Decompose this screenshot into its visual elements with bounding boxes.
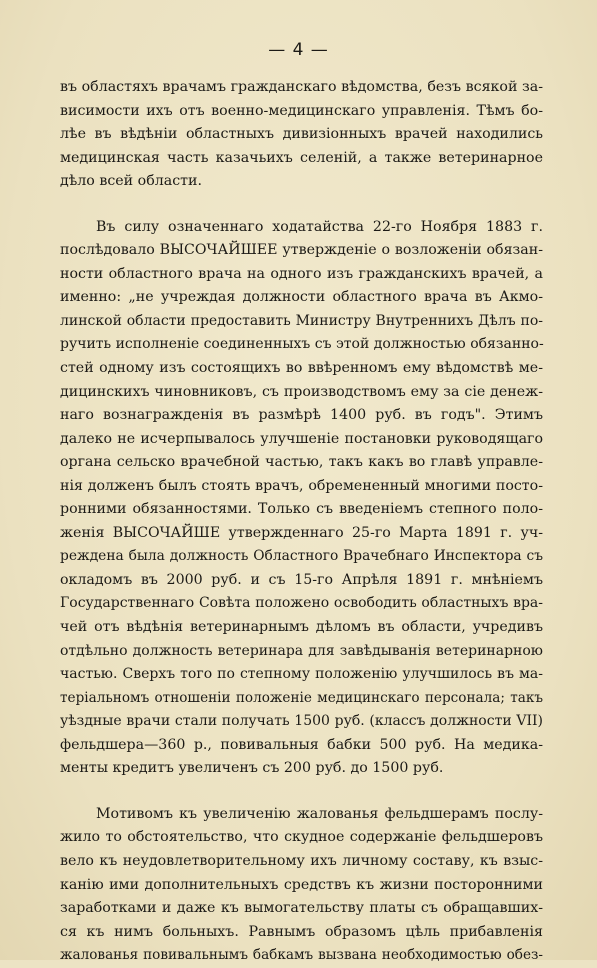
text-line: въ областяхъ врачамъ гражданскаго вѣдомства, безъ всякой за-: [60, 79, 543, 95]
text-line: далеко не исчерпывалось улучшеніе постановки руководящаго: [60, 430, 543, 447]
text-line: Государственнаго Совѣта положено освободить областныхъ вра-: [60, 595, 543, 612]
text-line: ручить исполненіе соединенныхъ съ этой должностью обязанно-: [60, 336, 544, 353]
text-line: дицинскихъ чиновниковъ, съ производствомъ ему за сіе денеж-: [60, 383, 543, 400]
text-line: заработками и даже къ вымогательству платы съ обращавших-: [60, 900, 543, 917]
text-line: лѣе въ вѣдѣніи областныхъ дивизіонныхъ врачей находились: [60, 126, 543, 143]
text-line: вело къ неудовлетворительному ихъ личному составу, къ взыс-: [60, 852, 543, 869]
text-line: висимости ихъ отъ военно-медицинскаго управленія. Тѣмъ бо-: [60, 102, 543, 119]
text-line: реждена была должность Областного Врачебнаго Инспектора съ: [60, 548, 543, 565]
paragraph: [60, 216, 543, 781]
text-line: ронними обязанностями. Только съ введеніемъ степного поло-: [60, 501, 543, 518]
text-line: чей отъ вѣдѣнія ветеринарнымъ дѣломъ въ области, учредивъ: [60, 619, 543, 636]
text-line: наго вознагражденія въ размѣрѣ 1400 руб. въ годъ". Этимъ: [60, 407, 543, 424]
text-line: стей одному изъ состоящихъ во ввѣренномъ ему вѣдомствѣ ме-: [60, 360, 543, 377]
body-text: [60, 76, 543, 968]
text-line: Въ силу означеннаго ходатайства 22-го Ноября 1883 г.: [96, 218, 543, 235]
text-line: дѣло всей области.: [60, 173, 202, 190]
text-line: канію ими дополнительныхъ средствъ къ жизни посторонними: [60, 876, 543, 893]
text-line: Мотивомъ къ увеличенію жалованья фельдшерамъ послу-: [96, 805, 543, 822]
page-number: — 4 —: [268, 40, 329, 60]
text-line: органа сельско врачебной частью, такъ какъ во главѣ управле-: [60, 454, 543, 471]
text-line: жалованья повивальнымъ бабкамъ вызвана необходимостью обез-: [60, 947, 543, 964]
text-line: уѣздные врачи стали получать 1500 руб. (классъ должности VII): [60, 713, 543, 730]
text-line: отдѣльно должность ветеринара для завѣдыванія ветеринарною: [60, 642, 543, 659]
paragraph: [60, 76, 543, 194]
text-line: жило то обстоятельство, что скудное содержаніе фельдшеровъ: [60, 829, 543, 846]
text-line: медицинская часть казачьихъ селеній, а также ветеринарное: [60, 149, 543, 166]
text-line: именно: „не учреждая должности областного врача въ Акмо-: [60, 289, 543, 306]
text-line: послѣдовало ВЫСОЧАЙШЕЕ утвержденіе о возложеніи обязан-: [60, 242, 543, 259]
paragraph: [60, 803, 543, 968]
text-line: женія ВЫСОЧАЙШЕ утвержденнаго 25-го Марта 1891 г. уч-: [60, 524, 543, 541]
text-line: окладомъ въ 2000 руб. и съ 15-го Апрѣля 1891 г. мнѣніемъ: [60, 571, 543, 588]
text-line: менты кредитъ увеличенъ съ 200 руб. до 1500 руб.: [60, 760, 444, 777]
text-line: фельдшера—360 р., повивальныя бабки 500 руб. На медика-: [60, 736, 543, 753]
text-line: ности областного врача на одного изъ гражданскихъ врачей, а: [60, 265, 543, 282]
text-line: линской области предоставить Министру Внутреннихъ Дѣлъ по-: [60, 312, 543, 329]
text-line: частью. Сверхъ того по степному положенію улучшилось въ ма-: [60, 666, 543, 683]
text-line: теріальномъ отношеніи положеніе медицинскаго персонала; такъ: [60, 689, 543, 706]
text-line: ся къ нимъ больныхъ. Равнымъ образомъ цѣль прибавленія: [60, 923, 543, 940]
text-line: нія долженъ былъ стоять врачъ, обремененный многими посто-: [60, 477, 543, 494]
